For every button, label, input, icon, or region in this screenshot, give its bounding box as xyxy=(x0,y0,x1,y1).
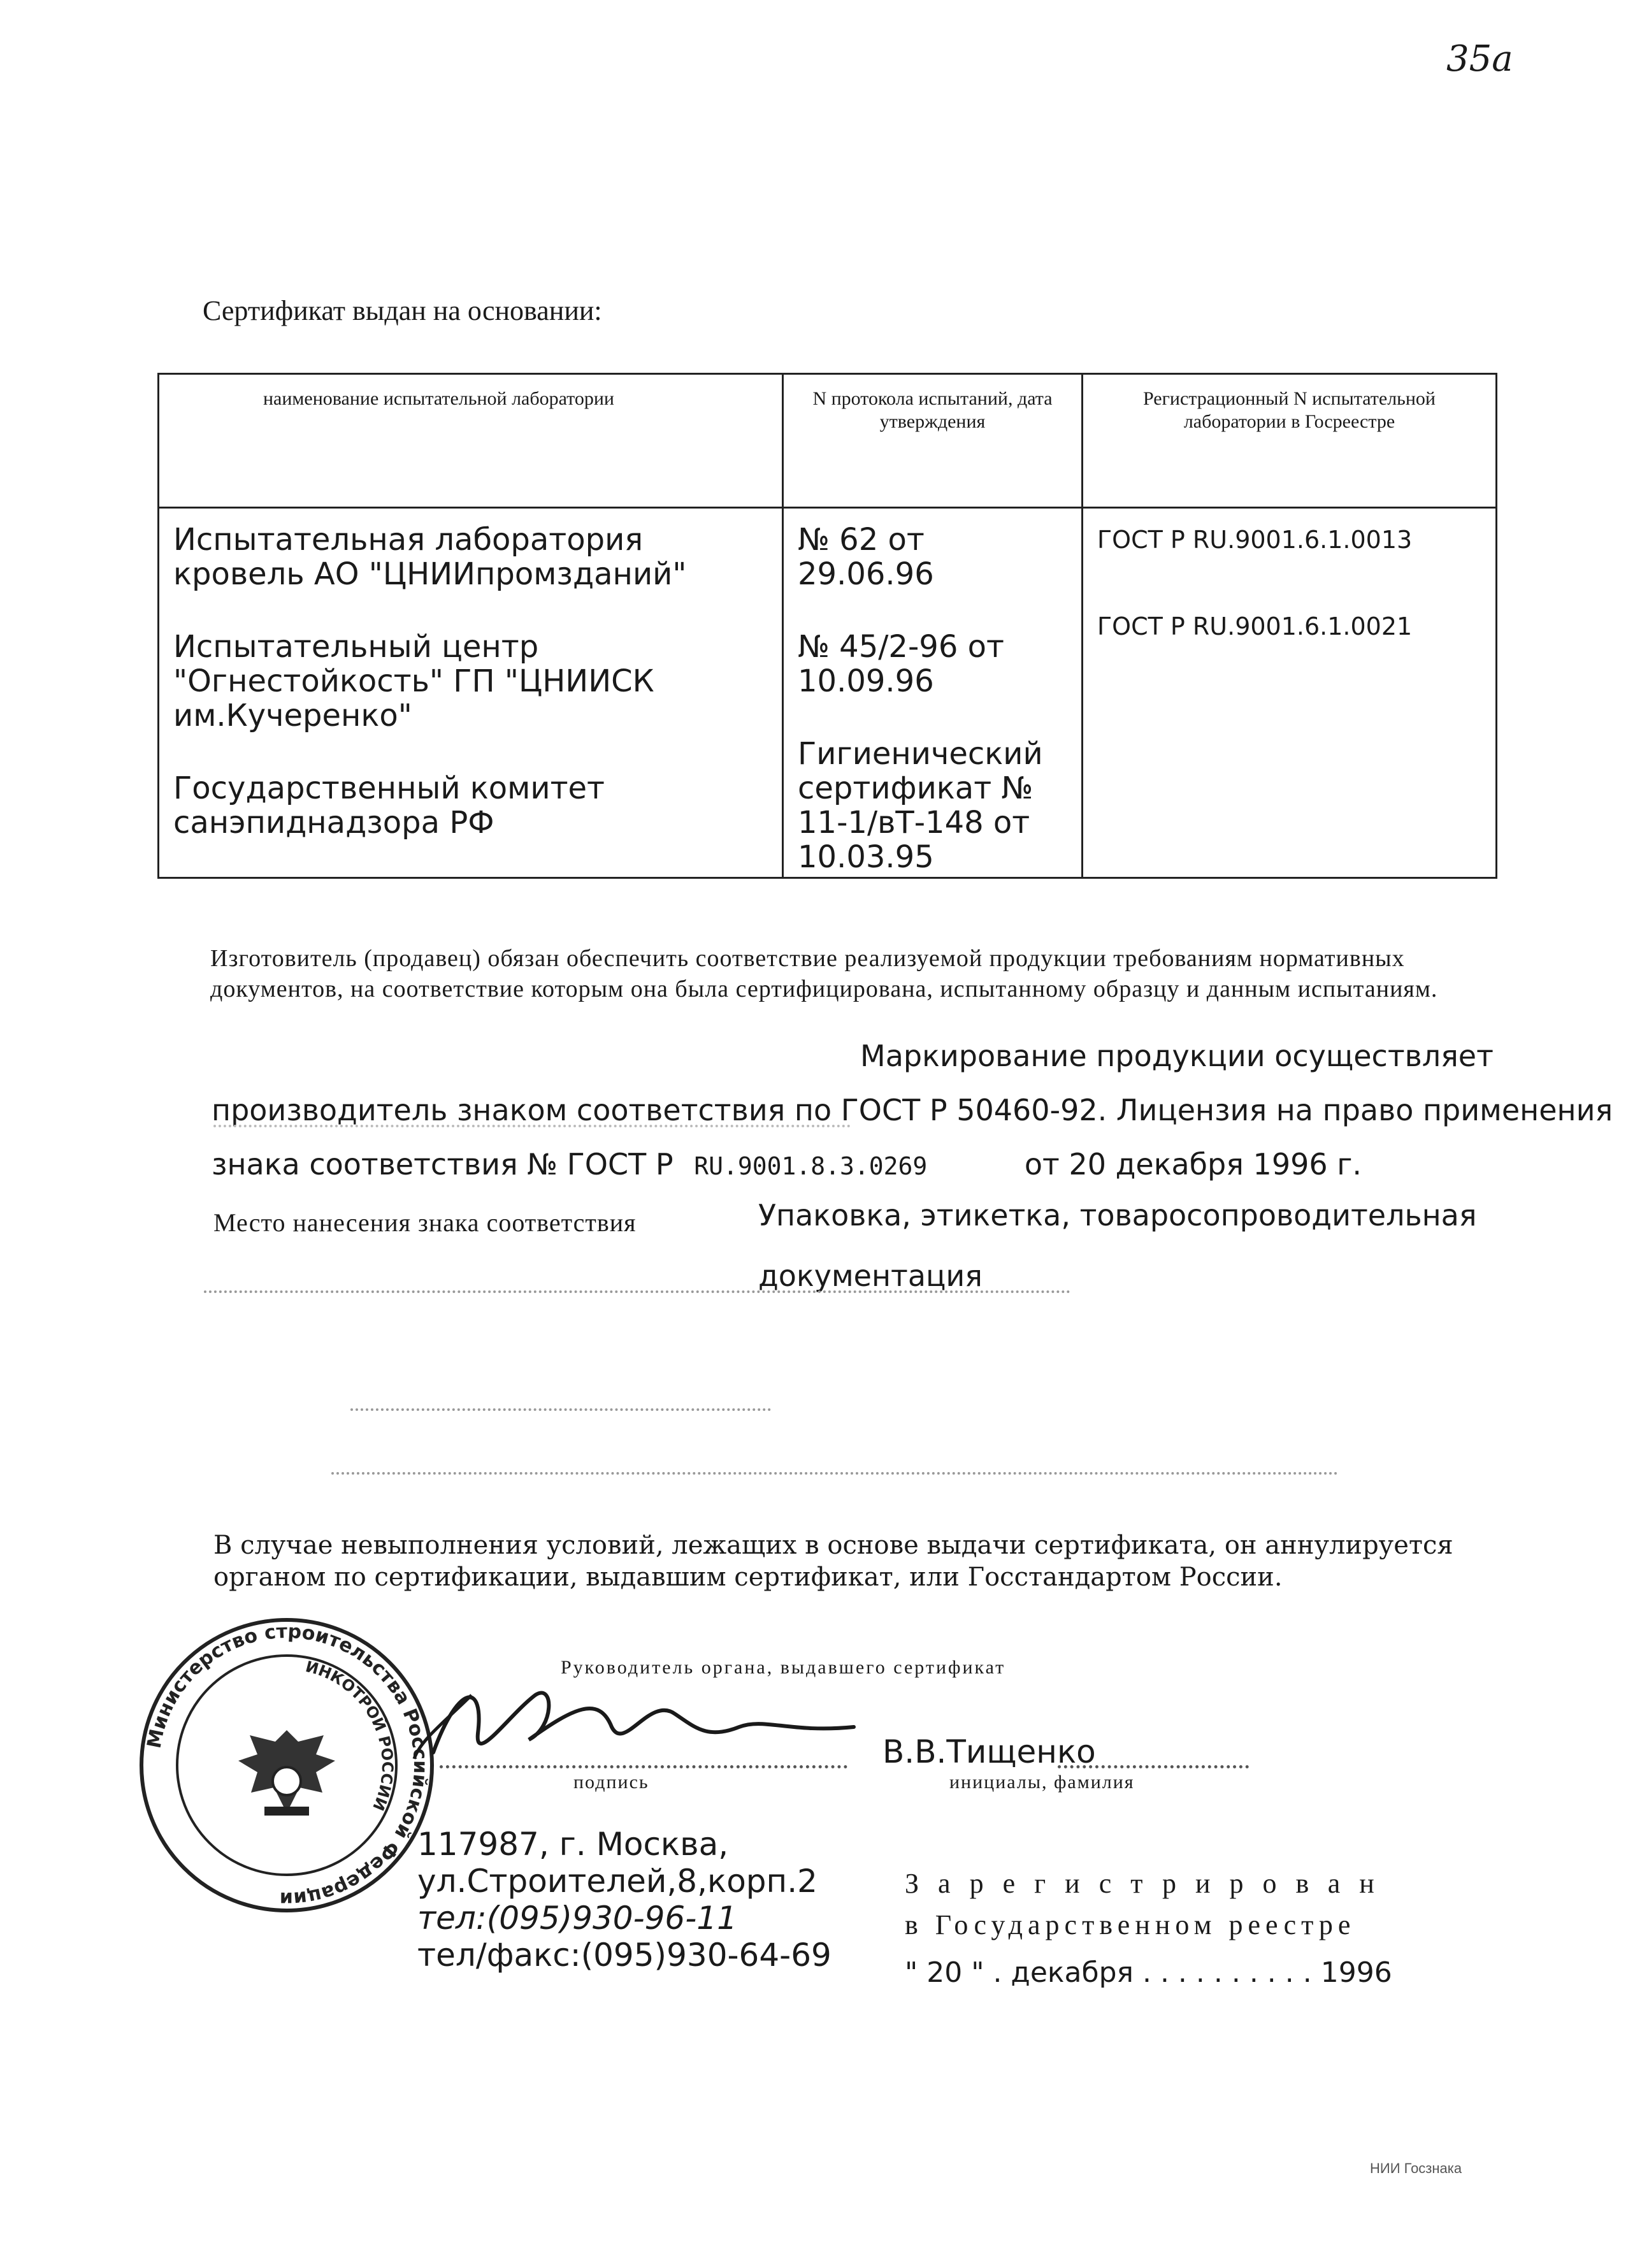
registration-date-line: " 20 " . декабря . . . . . . . . . . 1996 xyxy=(905,1956,1392,1989)
column-header-protocol: N протокола испытаний, дата утверждения xyxy=(783,374,1083,508)
lab-name-1: Испытательная лаборатория кровель АО "ЦНИИпромзданий" xyxy=(173,522,687,592)
blank-fill-line xyxy=(350,1408,771,1411)
license-date: от 20 декабря 1996 г. xyxy=(1024,1147,1362,1181)
registration-cell xyxy=(1083,508,1497,878)
table-header-row xyxy=(159,374,1497,508)
address-phone: тел:(095)930-96-11 xyxy=(417,1900,737,1937)
marking-line-3 xyxy=(212,1147,1362,1181)
registration-line-2: в Государственном реестре xyxy=(905,1909,1356,1940)
signature-line xyxy=(440,1765,847,1768)
name-line xyxy=(1058,1765,1249,1768)
name-label: инициалы, фамилия xyxy=(949,1772,1135,1793)
lab-name-3: Государственный комитет санэпиднадзора РФ xyxy=(173,770,605,841)
protocol-3: Гигиенический сертификат № 11-1/вТ-148 от 10.03.95 xyxy=(798,736,1043,875)
registration-2: ГОСТ Р RU.9001.6.1.0021 xyxy=(1097,612,1413,640)
column-header-lab-name: наименование испытательной лаборатории xyxy=(159,374,783,508)
marking-line-3-prefix: знака соответствия № ГОСТ Р xyxy=(212,1147,673,1181)
blank-fill-line xyxy=(331,1472,1338,1475)
dotted-underline xyxy=(213,1125,851,1127)
registration-year: 1996 xyxy=(1320,1956,1392,1989)
marking-line-1: Маркирование продукции осуществляет xyxy=(860,1039,1494,1073)
column-header-registration: Регистрационный N испытательной лаборатории в Госреестре xyxy=(1083,374,1497,508)
seal-outer-text: Министерство строительства Российской Федерации xyxy=(143,1620,432,1910)
signer-name: В.В.Тищенко xyxy=(882,1733,1096,1770)
registration-line-1: Зарегистрирован xyxy=(905,1868,1393,1899)
official-seal xyxy=(137,1615,436,1915)
address-line-2: ул.Строителей,8,корп.2 xyxy=(417,1863,817,1900)
mark-place-label: Место нанесения знака соответствия xyxy=(213,1208,637,1237)
address-block xyxy=(417,1826,832,1974)
seal-inner-text: ИНКОТРОЙ РОССИИ xyxy=(303,1658,397,1814)
protocol-2: № 45/2-96 от 10.09.96 xyxy=(798,629,1004,699)
mark-place-value-line-2: документация xyxy=(758,1259,983,1293)
page-number-mark: 35а xyxy=(1446,38,1513,80)
registration-1: ГОСТ Р RU.9001.6.1.0013 xyxy=(1097,526,1413,554)
marking-line-2: производитель знаком соответствия по ГОСТ Р 50460-92. Лицензия на право применения xyxy=(212,1093,1613,1127)
address-fax: тел/факс:(095)930-64-69 xyxy=(417,1937,832,1974)
eagle-emblem-icon xyxy=(238,1730,335,1816)
table-row xyxy=(159,508,1497,878)
labs-table xyxy=(157,373,1497,879)
lab-name-2: Испытательный центр "Огнестойкость" ГП "ЦНИИСК им.Кучеренко" xyxy=(173,629,654,733)
signature-label: подпись xyxy=(573,1772,649,1793)
head-of-body-label: Руководитель органа, выдавшего сертификат xyxy=(561,1657,1006,1678)
basis-heading: Сертификат выдан на основании: xyxy=(203,295,602,326)
mark-place-value: Упаковка, этикетка, товаросопроводительная xyxy=(758,1198,1477,1232)
protocol-1: № 62 от 29.06.96 xyxy=(798,522,934,592)
annulment-text: В случае невыполнения условий, лежащих в основе выдачи сертификата, он аннулируется органом по сертификации, выдавшим сертификат, или Госстандартом России. xyxy=(213,1531,1453,1592)
lab-name-cell xyxy=(159,508,783,878)
address-line-1: 117987, г. Москва, xyxy=(417,1826,729,1863)
manufacturer-obligation-text: Изготовитель (продавец) обязан обеспечить соответствие реализуемой продукции требованиям нормативных документов, на соответствие которым она была сертифицирована, испытанному образцу и данным испытаниям. xyxy=(210,945,1438,1002)
blank-fill-line xyxy=(204,1290,1070,1293)
protocol-cell xyxy=(783,508,1083,878)
registration-day: 20 xyxy=(926,1956,963,1989)
license-number: RU.9001.8.3.0269 xyxy=(694,1152,928,1180)
printer-code: НИИ Госзнака xyxy=(1370,2160,1462,2176)
registration-month: декабря xyxy=(1011,1956,1134,1989)
